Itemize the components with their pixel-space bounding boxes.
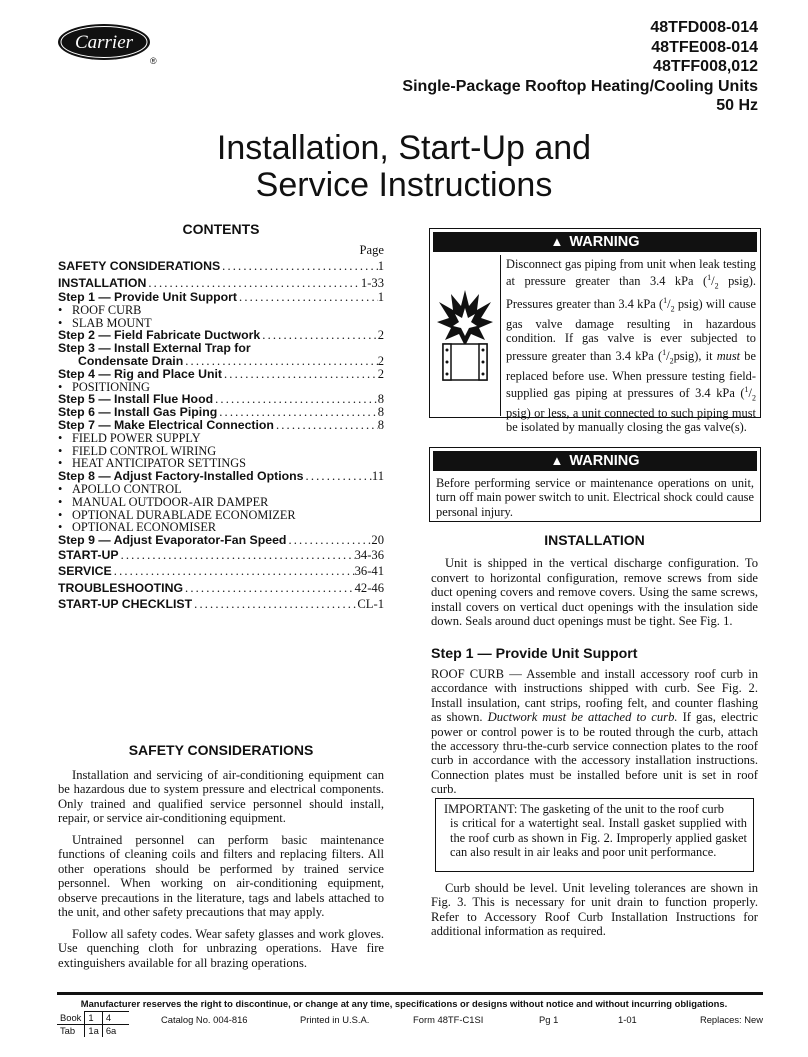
- replaces-note: Replaces: New: [699, 1014, 763, 1025]
- document-title: [0, 130, 808, 204]
- toc-entry: [58, 275, 384, 292]
- toc-entry-label: Step 1 — Provide Unit Support: [58, 290, 238, 304]
- installation-paragraph: Unit is shipped in the vertical discharge configuration. To convert to horizontal configuration, remove screws from side duct opening covers and remove covers. Using the same screws, install covers on vertical duct openings with the insulation side down. Seals around duct openings must be tight. See Fig. 1.: [431, 556, 758, 629]
- tab-cell: 1a: [85, 1025, 102, 1038]
- step1-heading: Step 1 — Provide Unit Support: [431, 646, 638, 662]
- toc-subitem-label: OPTIONAL ECONOMISER: [72, 520, 217, 535]
- warning-banner: [433, 232, 757, 252]
- toc-entry-page: 8: [377, 405, 384, 420]
- bullet-icon: •: [58, 443, 63, 458]
- toc-subitem-label: FIELD POWER SUPPLY: [72, 430, 201, 445]
- toc-entry: [58, 596, 384, 613]
- toc-entry-label: SERVICE: [58, 564, 112, 579]
- warning-triangle-icon: ▲: [550, 453, 564, 468]
- toc-entry-page: 11: [371, 469, 384, 484]
- header-subtitle: Single-Package Rooftop Heating/Cooling Units: [402, 77, 758, 95]
- gas-pressure-warning: [429, 228, 761, 435]
- footer-disclaimer: Manufacturer reserves the right to discontinue, or change at any time, specifications or designs without notice and without incurring obligations.: [80, 998, 728, 1009]
- toc-entry-page: 1: [377, 259, 384, 273]
- logo-text: Carrier: [74, 32, 134, 53]
- toc-entry-page: 2: [377, 328, 384, 343]
- roof-curb-paragraph: ROOF CURB — Assemble and install accessory roof curb in accordance with instructions shipped with curb. See Fig. 2. Install insulation, cant strips, roofing felt, and counter flashing as shown. Ductwork must be attached to curb. If gas, electric power or control power is to be routed through the curb, attach the accessory thru-the-curb service connection plates to the roof curb in accordance with the accessory installation instructions. Connection plates must be installed before unit is set in roof curb.: [431, 667, 759, 797]
- toc-subitem-label: HEAT ANTICIPATOR SETTINGS: [72, 456, 246, 471]
- safety-paragraph: Untrained personnel can perform basic maintenance functions of cleaning coils and filters and replacing filters. All other operations should be performed by trained service personnel. When working on air-conditioning equipment, observe precautions in the literature, tags and labels attached to the unit, and other safety precautions that may apply.: [58, 832, 384, 919]
- toc-leader: [119, 547, 355, 564]
- bullet-icon: •: [58, 481, 63, 496]
- toc-entry: [58, 258, 384, 275]
- toc-entry: [58, 534, 384, 547]
- toc-entry-page: 8: [377, 417, 384, 432]
- model-line: 48TFE008-014: [651, 38, 758, 56]
- model-line: 48TFF008,012: [653, 58, 758, 75]
- toc-leader: [286, 534, 371, 547]
- safety-paragraph: Installation and servicing of air-conditioning equipment can be hazardous due to system pressure and electrical components. Only trained and qualified service personnel should install, repair, or service air-conditioning equipment.: [58, 767, 384, 825]
- toc-entry-page: CL-1: [357, 597, 384, 612]
- printed-location: Printed in U.S.A.: [300, 1014, 370, 1025]
- safety-section: [58, 743, 384, 977]
- toc-entry-label: Step 6 — Install Gas Piping: [58, 405, 218, 420]
- print-date: 1-01: [618, 1014, 637, 1025]
- toc-entry-label: Step 8 — Adjust Factory-Installed Options: [58, 469, 304, 484]
- model-line: 48TFD008-014: [650, 19, 758, 36]
- catalog-number: Catalog No. 004-816: [161, 1014, 248, 1025]
- toc-entry-page: 34-36: [354, 547, 384, 562]
- warning-text: Disconnect gas piping from unit when leak testing at pressure greater than 3.4 kPa ($^1/_2$ psig). Pressures greater than 3.4 kPa ($^1/_2$ psig) will cause gas valve damage resulting in hazardous condition. If gas valve is ever subjected to pressure greater than 3.4 kPa $(^1/_2psig)$, it must be replaced before use. When pressure testing field-supplied gas piping at pressures of 3.4 kPa ($^1/_2$ psig) or less, a unit connected to such piping must be isolated by manually closing the gas valve(s).: [506, 257, 756, 435]
- toc-entry-page: 8: [377, 392, 384, 407]
- toc-entry-label: Step 2 — Field Fabricate Ductwork: [58, 328, 261, 343]
- toc-leader: [274, 419, 378, 432]
- bullet-icon: •: [58, 379, 63, 394]
- toc-entry-page: 20: [371, 533, 384, 548]
- toc-entry-label: START-UP CHECKLIST: [58, 597, 193, 612]
- bullet-icon: •: [58, 302, 63, 317]
- bullet-icon: •: [58, 430, 63, 445]
- page-column-label: Page: [359, 243, 384, 257]
- toc-leader: [237, 291, 378, 304]
- explosion-icon: [430, 255, 501, 416]
- toc-entry-label: Step 4 — Rig and Place Unit: [58, 366, 222, 381]
- toc-entry-label: Condensate Drain: [78, 353, 184, 368]
- header-models: [402, 18, 758, 116]
- toc-subitem-label: MANUAL OUTDOOR-AIR DAMPER: [72, 494, 269, 509]
- important-line: IMPORTANT: The gasketing of the unit to the roof curb: [444, 802, 724, 816]
- header-frequency: 50 Hz: [716, 97, 758, 114]
- toc-entry-label: Step 5 — Install Flue Hood: [58, 392, 214, 407]
- toc-entry-label: Step 7 — Make Electrical Connection: [58, 417, 274, 432]
- toc-entry-label: Step 9 — Adjust Evaporator-Fan Speed: [58, 533, 287, 548]
- toc-list: [58, 258, 384, 613]
- curb-level-paragraph: Curb should be level. Unit leveling tolerances are shown in Fig. 3. This is necessary for unit drain to function properly. Refer to Accessory Roof Curb Installation Instructions for additional information as required.: [431, 881, 758, 939]
- toc-entry-label: TROUBLESHOOTING: [58, 580, 184, 595]
- important-text: is critical for a watertight seal. Install gasket supplied with the roof curb as shown in Fig. 2. Improperly applied gasket can also result in air leaks and poor unit performance.: [450, 816, 747, 859]
- title-line-2: Service Instructions: [255, 166, 553, 204]
- toc-entry-page: 36-41: [354, 564, 384, 579]
- toc-leader: [183, 355, 377, 368]
- toc-entry: [58, 547, 384, 564]
- bullet-icon: •: [58, 456, 63, 471]
- toc-subitem-label: APOLLO CONTROL: [72, 481, 182, 496]
- footer-rule: [57, 992, 763, 995]
- toc-leader: [183, 580, 355, 597]
- carrier-logo: [56, 22, 160, 66]
- toc-entry-label: SAFETY CONSIDERATIONS: [58, 259, 221, 273]
- contents-section: [58, 221, 384, 613]
- book-cell: 4: [102, 1012, 129, 1025]
- toc-entry: [58, 580, 384, 597]
- toc-leader: [220, 258, 378, 275]
- form-number: Form 48TF-C1SI: [413, 1014, 484, 1025]
- toc-entry-page: 1-33: [360, 275, 384, 290]
- bullet-icon: •: [58, 494, 63, 509]
- toc-entry: [58, 563, 384, 580]
- toc-entry: [58, 355, 384, 368]
- warning-banner: [433, 451, 757, 471]
- safety-heading: SAFETY CONSIDERATIONS: [128, 742, 314, 758]
- tab-label: Tab: [57, 1025, 85, 1038]
- toc-leader: [222, 368, 378, 381]
- toc-leader: [146, 275, 361, 292]
- electrical-shock-warning: [429, 447, 761, 522]
- warning-text: Before performing service or maintenance operations on unit, turn off main power switch to unit. Electrical shock could cause personal injury.: [436, 476, 754, 519]
- toc-entry-label: INSTALLATION: [58, 275, 147, 290]
- toc-entry-label: START-UP: [58, 547, 119, 562]
- bullet-icon: •: [58, 507, 63, 522]
- warning-label: WARNING: [569, 453, 640, 469]
- book-tab-table: [57, 1011, 129, 1037]
- toc-leader: [213, 393, 378, 406]
- warning-label: WARNING: [569, 234, 640, 250]
- toc-entry-page: 42-46: [354, 580, 384, 595]
- tab-cell: 6a: [102, 1025, 129, 1038]
- bullet-icon: •: [58, 315, 63, 330]
- bullet-icon: •: [58, 520, 63, 535]
- contents-heading: CONTENTS: [182, 221, 260, 237]
- toc-subitem-label: OPTIONAL DURABLADE ECONOMIZER: [72, 507, 296, 522]
- safety-paragraph: Follow all safety codes. Wear safety glasses and work gloves. Use quenching cloth for unbrazing operations. Have fire extinguishers available for all brazing operations.: [58, 926, 384, 970]
- toc-subitem-label: FIELD CONTROL WIRING: [72, 443, 217, 458]
- toc-entry-page: 2: [377, 366, 384, 381]
- installation-section: [431, 533, 758, 628]
- book-cell: 1: [85, 1012, 102, 1025]
- warning-triangle-icon: ▲: [550, 234, 564, 249]
- toc-entry-page: 1: [377, 290, 384, 304]
- toc-entry-label: Step 3 — Install External Trap for: [58, 341, 251, 356]
- installation-heading: INSTALLATION: [544, 532, 645, 548]
- toc-entry-page: 2: [377, 353, 384, 368]
- important-notice: [435, 798, 754, 872]
- title-line-1: Installation, Start-Up and: [216, 129, 592, 167]
- toc-subitem-label: SLAB MOUNT: [72, 315, 152, 330]
- toc-leader: [260, 329, 377, 342]
- page-number: Pg 1: [539, 1014, 559, 1025]
- toc-leader: [112, 563, 355, 580]
- toc-leader: [304, 470, 372, 483]
- registered-mark: ®: [150, 56, 157, 66]
- toc-subitem-label: ROOF CURB: [72, 302, 142, 317]
- toc-subitem-label: POSITIONING: [72, 379, 150, 394]
- toc-leader: [192, 596, 357, 613]
- book-label: Book: [57, 1012, 85, 1025]
